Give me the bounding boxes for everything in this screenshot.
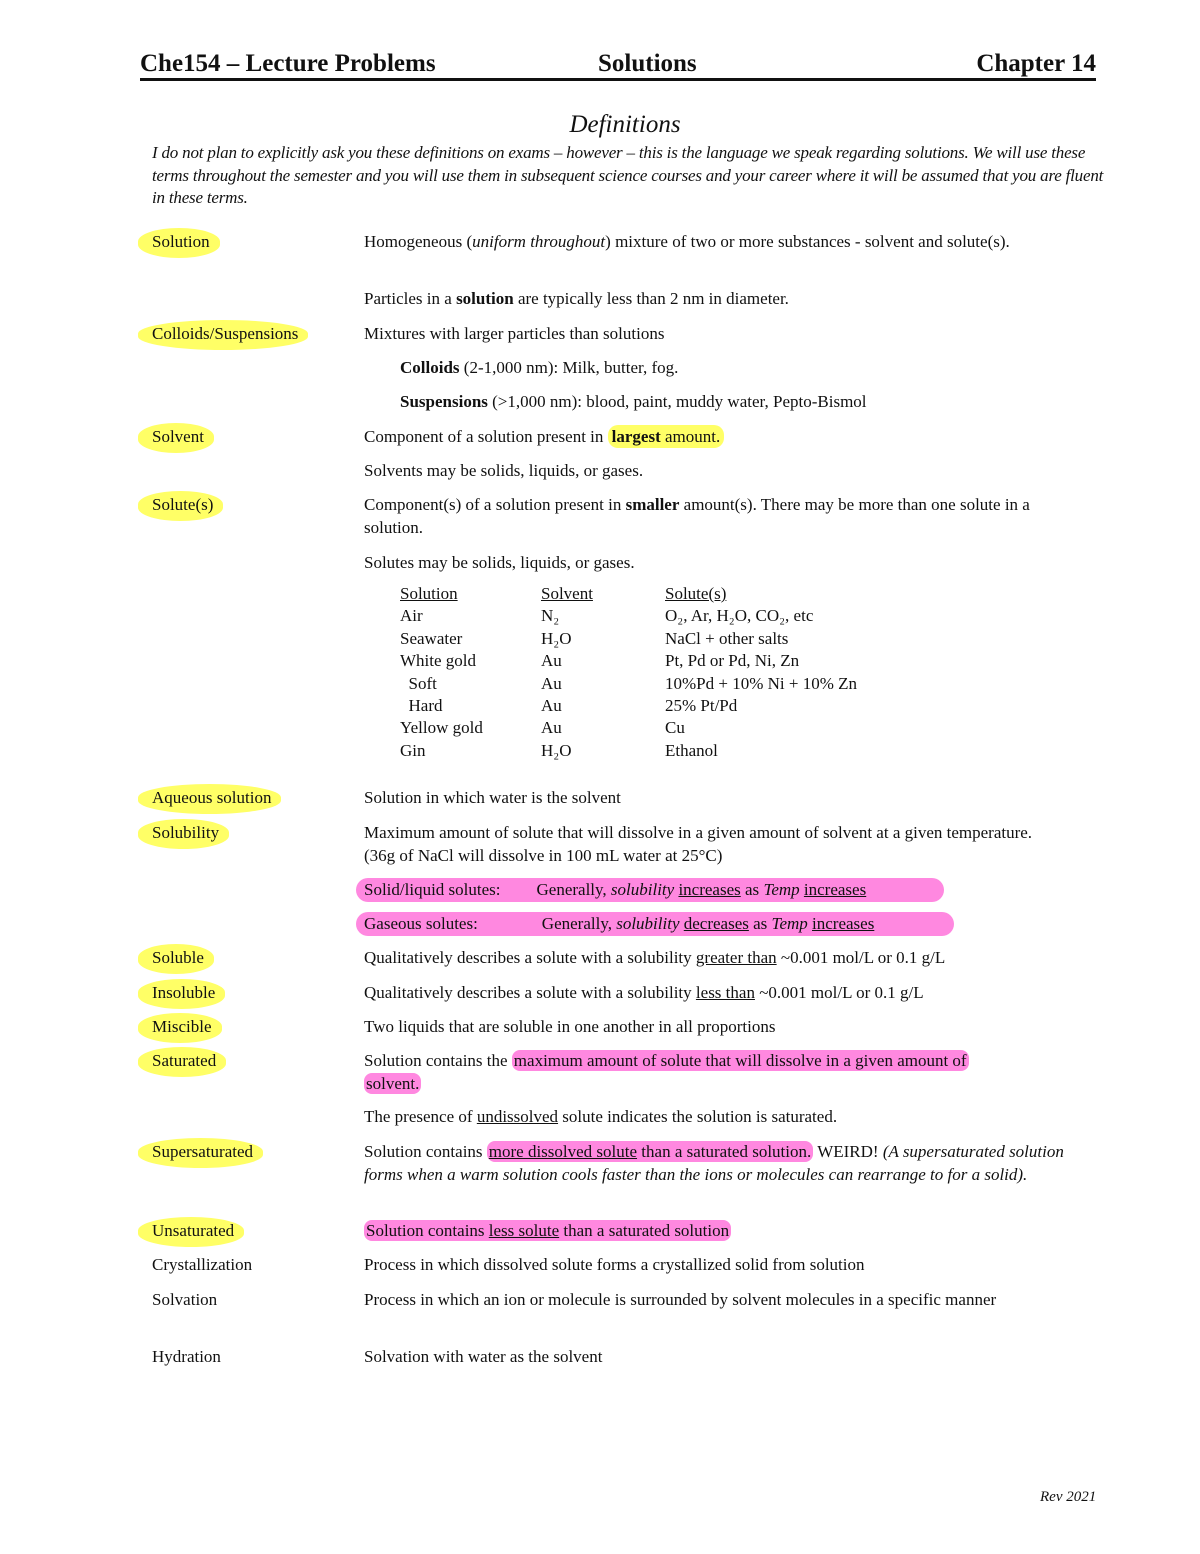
term-insoluble: Insoluble (152, 983, 216, 1002)
def-solvent-states: Solvents may be solids, liquids, or gases. (364, 461, 644, 480)
topic-title: Solutions (598, 50, 697, 77)
term-saturated: Saturated (152, 1051, 217, 1070)
def-solvent: Component of a solution present in largest amount. (364, 426, 1064, 449)
chapter-title: Chapter 14 (976, 50, 1096, 77)
def-hydration: Solvation with water as the solvent (364, 1347, 603, 1366)
term-hydration: Hydration (152, 1347, 221, 1366)
def-miscible: Two liquids that are soluble in one another in all proportions (364, 1017, 776, 1036)
table-row: Seawater H₂O NaCl + other salts (400, 628, 789, 648)
term-aqueous: Aqueous solution (152, 788, 272, 807)
term-solvent: Solvent (152, 427, 204, 446)
term-solution: Solution (152, 232, 210, 251)
def-unsaturated: Solution contains less solute than a saturated solution (366, 1221, 730, 1240)
table-header-row (400, 583, 965, 605)
solutions-table (400, 583, 965, 762)
term-miscible: Miscible (152, 1017, 212, 1036)
term-unsaturated: Unsaturated (152, 1221, 235, 1240)
def-gaseous-solutes: Gaseous solutes: Generally, solubility decreases as Temp increases (364, 914, 875, 933)
def-colloids-sub: Colloids (2-1,000 nm): Milk, butter, fog. (400, 358, 679, 377)
course-title: Che154 – Lecture Problems (140, 50, 436, 77)
table-row: White gold Au Pt, Pd or Pd, Ni, Zn (400, 651, 800, 671)
def-solution-particles: Particles in a solution are typically less than 2 nm in diameter. (364, 289, 789, 308)
section-title: Definitions (569, 111, 681, 138)
def-colloids: Mixtures with larger particles than solutions (364, 324, 665, 343)
table-header: Solvent (541, 584, 593, 603)
term-solutes: Solute(s) (152, 495, 214, 514)
revision-label: Rev 2021 (1040, 1489, 1097, 1505)
table-row: Air N₂ O₂, Ar, H₂O, CO₂, etc (400, 606, 814, 626)
def-crystallization: Process in which dissolved solute forms a crystallized solid from solution (364, 1255, 865, 1274)
table-header: Solution (400, 584, 458, 603)
def-saturated: Solution contains the maximum amount of solute that will dissolve in a given amount of solvent. (364, 1051, 967, 1093)
def-soluble: Qualitatively describes a solute with a solubility greater than ~0.001 mol/L or 0.1 g/L (364, 948, 946, 967)
table-row: Hard Au 25% Pt/Pd (400, 696, 738, 716)
def-insoluble: Qualitatively describes a solute with a solubility less than ~0.001 mol/L or 0.1 g/L (364, 983, 924, 1002)
table-header: Solute(s) (665, 584, 727, 603)
page-header (140, 50, 1096, 81)
def-solubility: Maximum amount of solute that will dissolve in a given amount of solvent at a given temperature. (36g of NaCl will dissolve in 100 mL water at 25°C) (364, 823, 1033, 865)
def-solution: Homogeneous (uniform throughout) mixture of two or more substances - solvent and solute(s). (364, 232, 1010, 251)
term-solvation: Solvation (152, 1290, 218, 1309)
def-solid-solutes: Solid/liquid solutes: Generally, solubility increases as Temp increases (364, 880, 867, 899)
def-solvation: Process in which an ion or molecule is surrounded by solvent molecules in a specific manner (364, 1290, 997, 1309)
table-row: Yellow gold Au Cu (400, 718, 685, 738)
def-aqueous: Solution in which water is the solvent (364, 788, 621, 807)
term-colloids: Colloids/Suspensions (152, 324, 299, 343)
def-solutes: Component(s) of a solution present in smaller amount(s). There may be more than one solute in a solution. (364, 495, 1030, 537)
term-solubility: Solubility (152, 823, 220, 842)
term-soluble: Soluble (152, 948, 204, 967)
table-row: Gin H₂O Ethanol (400, 740, 718, 760)
def-saturated-presence: The presence of undissolved solute indicates the solution is saturated. (364, 1107, 838, 1126)
def-suspensions-sub: Suspensions (>1,000 nm): blood, paint, muddy water, Pepto-Bismol (400, 392, 867, 411)
intro-paragraph: I do not plan to explicitly ask you these definitions on exams – however – this is the language we speak regarding solutions. We will use these terms throughout the semester and you will use them in subsequent science courses and your career where it will be assumed that you are fluent in these terms. (152, 143, 1104, 207)
def-solutes-states: Solutes may be solids, liquids, or gases. (364, 553, 635, 572)
table-row: Soft Au 10%Pd + 10% Ni + 10% Zn (400, 673, 857, 693)
def-supersaturated: Solution contains more dissolved solute than a saturated solution. WEIRD! (A supersaturated solution forms when a warm solution cools faster than the ions or molecules can rearrange to for a solid). (364, 1142, 1064, 1184)
term-supersaturated: Supersaturated (152, 1142, 254, 1161)
term-crystallization: Crystallization (152, 1255, 253, 1274)
